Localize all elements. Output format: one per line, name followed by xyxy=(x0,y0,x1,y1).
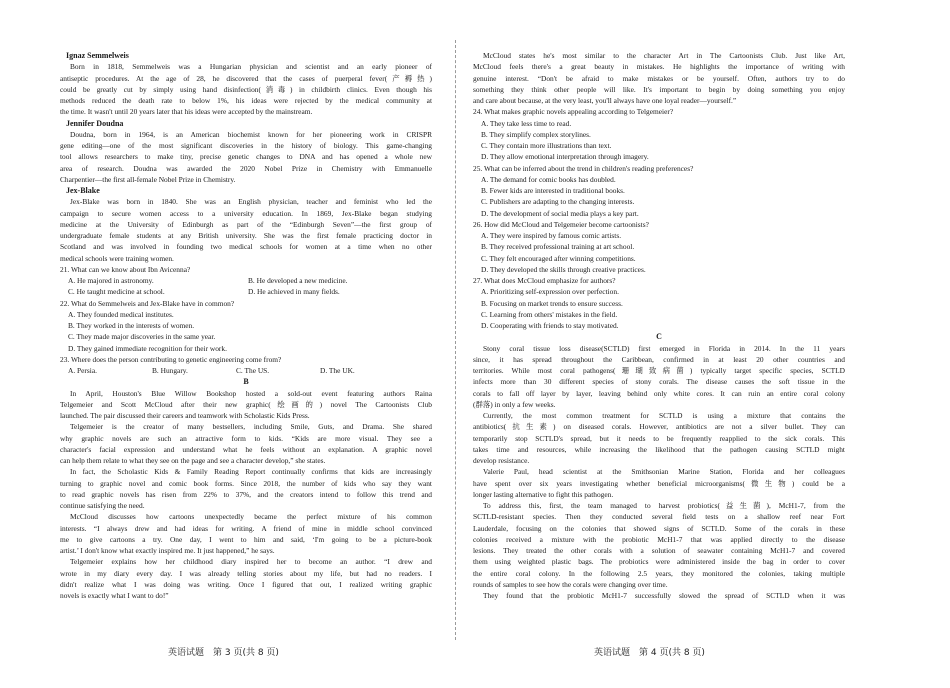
answer-option: C. They contain more illustrations than text. xyxy=(481,141,612,150)
text-line: Telgemeier explains how her childhood diary inspired her to become an author. “I drew and xyxy=(70,557,432,567)
text-line: gene editing—one of the most significant discoveries in the history of biology. This game-changing xyxy=(60,141,432,150)
text-line: rounds of samples to see how the corals were changing over time. xyxy=(473,579,668,589)
text-line: In April, Houston's Blue Willow Bookshop hosted a sold-out event featuring authors Raina xyxy=(70,388,432,398)
question: 27. What does McCloud emphasize for authors? xyxy=(473,276,616,285)
text-line: SCTLD-resistant species. Then they conducted several field tests on a shallow reef near Fort xyxy=(473,512,845,522)
text-line: can help them relate to what they see on the page and see a character develop,” she states. xyxy=(60,456,326,465)
text-line: lesions. They treated the other corals with a solution of seawater containing McH1-7 and covered xyxy=(473,546,845,555)
text-line: Stony coral tissue loss disease(SCTLD) first emerged in Florida in 2014. In the 11 years xyxy=(483,343,845,353)
text-line: Jex-Blake was born in 1840. She was an English physician, teacher and feminist who led the xyxy=(70,197,432,207)
answer-option: B. Fewer kids are interested in traditional books. xyxy=(481,186,625,195)
text-line: antiseptic procedures. At the age of 28, he discovered that the cases of puerperal fever(产褥热) xyxy=(60,73,432,83)
text-line: McCloud states he's most similar to the character Art in The Cartoonists Club. Just like Art, xyxy=(483,51,845,60)
text-line: turning to graphic novel and comic book forms. Since 2018, the number of kids who say they want xyxy=(60,478,432,488)
section-heading: Ignaz Semmelweis xyxy=(66,51,129,60)
text-line: the entire coral colony. In the following 2.5 years, they monitored the colonies, taking multiple xyxy=(473,568,845,578)
text-line: Telgemeier and Scott McCloud after their new graphic(绘画的) novel The Cartoonists Club xyxy=(60,399,432,409)
text-line: medical schools were training women. xyxy=(60,253,174,263)
answer-option: B. They simplify complex storylines. xyxy=(481,129,591,139)
text-line: continue satisfying the need. xyxy=(60,501,145,510)
text-line: artist.’ I don't know what exactly inspired me. It just happened,” he says. xyxy=(60,546,275,555)
column-divider xyxy=(455,40,456,640)
left-column xyxy=(60,50,432,601)
answer-option: A. He majored in astronomy. xyxy=(68,276,154,285)
answer-option: A. They founded medical institutes. xyxy=(68,309,174,319)
text-line: temporarily stop SCTLD's spread, but it needs to be frequently reapplied to the sick corals. This xyxy=(473,433,845,443)
text-line: methods reduced the death rate to below 1%, his ideas were rejected by the medical community at xyxy=(60,96,432,105)
answer-option: B. They received professional training at art school. xyxy=(481,242,635,252)
answer-option: B. He developed a new medicine. xyxy=(248,276,348,285)
answer-option: D. He achieved in many fields. xyxy=(248,287,340,297)
section-heading: Jennifer Doudna xyxy=(66,118,124,128)
page-footer-left: 英语试题 第 3 页(共 8 页) xyxy=(168,648,279,658)
answer-option: D. The UK. xyxy=(320,366,355,375)
option-row xyxy=(60,365,432,376)
answer-option: A. Prioritizing self-expression over perfection. xyxy=(481,287,619,297)
text-line: tool allows researchers to make tiny, precise genetic changes to DNA and has opened a whole new xyxy=(60,152,432,162)
text-line: and care about because, at the very least, you'll always have one loyal reader—yourself.” xyxy=(473,96,737,105)
answer-option: A. Persia. xyxy=(68,366,97,375)
right-column xyxy=(473,50,845,601)
question: 25. What can be inferred about the trend in children's reading preferences? xyxy=(473,163,694,173)
text-line: area of research. Doudna was awarded the 2020 Nobel Prize in Chemistry with Emmanuelle xyxy=(60,163,432,173)
question: 23. Where does the person contributing to genetic engineering come from? xyxy=(60,354,282,364)
text-line: genuine interest. “Don't be afraid to make mistakes or be yourself. Often, authors try to do xyxy=(473,73,845,83)
text-line: have spent over six years investigating whether beneficial microorganisms(微生物) could be a xyxy=(473,478,845,488)
text-line: Scotland and was involved in founding two medical schools for women at a time when no other xyxy=(60,242,432,252)
text-line: me to give cartoons a try. One day, I went to him and said, ‘I'm going to be a picture-book xyxy=(60,534,432,544)
answer-option: D. Cooperating with friends to stay motivated. xyxy=(481,321,619,330)
text-line: medicine at the University of Edinburgh as part of the “Edinburgh Seven”—the first group of xyxy=(60,219,432,229)
text-line: why graphic novels are such an attractive form to kids. “Kids are more visual. They see a xyxy=(60,433,432,443)
text-line: didn't realize what I was doing was writing. Once I figured that out, I realized writing graphic xyxy=(60,579,432,589)
question: 26. How did McCloud and Telgemeier become cartoonists? xyxy=(473,219,649,229)
text-line: They found that the probiotic McH1-7 successfully slowed the spread of SCTLD when it was xyxy=(483,591,845,600)
text-line: Lauderdale, focusing on the colonies that showed signs of SCTLD. Some of the corals in these xyxy=(473,523,845,533)
answer-option: D. They allow emotional interpretation through imagery. xyxy=(481,152,649,162)
text-line: infects more than 30 different species of stony corals. The disease causes the soft tissue in the xyxy=(473,377,845,387)
answer-option: C. He taught medicine at school. xyxy=(68,287,165,297)
text-line: Born in 1818, Semmelweis was a Hungarian physician and scientist and an early pioneer of xyxy=(70,62,432,72)
answer-option: D. They gained immediate recognition for their work. xyxy=(68,343,227,353)
text-line: corals to fall off layer by layer, leaving behind only white cores. It can ruin an entire coral colony xyxy=(473,388,845,398)
question: 22. What do Semmelweis and Jex-Blake have in common? xyxy=(60,298,235,308)
answer-option: C. They felt encouraged after winning competitions. xyxy=(481,253,636,263)
text-line: Charpentier—the first all-female Nobel Prize in Chemistry. xyxy=(60,174,236,184)
text-line: Currently, the most common treatment for SCTLD is using a mixture that contains the xyxy=(483,411,845,420)
text-line: colonies received a mixture with the probiotic McH1-7 that was applied directly to the disease xyxy=(473,534,845,544)
text-line: to read graphic novels has risen from 22% to 37%, and the creators intend to follow this trend and xyxy=(60,489,432,499)
text-line: territories. While most coral pathogens(珊瑚致病菌) typically target specific species, SCTLD xyxy=(473,366,845,375)
answer-option: B. Hungary. xyxy=(152,366,188,375)
text-line: launched. The pair discussed their careers and teamwork with Scholastic Kids Press. xyxy=(60,411,310,420)
answer-option: B. They worked in the interests of women. xyxy=(68,321,195,330)
answer-option: B. Focusing on market trends to ensure success. xyxy=(481,298,623,308)
answer-option: A. They were inspired by famous comic artists. xyxy=(481,231,622,240)
text-line: In fact, the Scholastic Kids & Family Reading Report continually confirms that kids are increasingly xyxy=(70,467,432,477)
text-line: (群落) in only a few weeks. xyxy=(473,399,556,409)
text-line: takes time and resources, while increasing the likelihood that the pathogen causing SCTLD might xyxy=(473,444,845,454)
text-line: Doudna, born in 1964, is an American biochemist known for her pioneering work in CRISPR xyxy=(70,129,432,139)
option-row xyxy=(60,275,432,286)
text-line: character's facial expression and understand what he feels without an explanation. A graphic novel xyxy=(60,444,432,454)
answer-option: C. Publishers are adapting to the changing interests. xyxy=(481,197,635,207)
answer-option: A. The demand for comic books has doubled. xyxy=(481,174,616,184)
section-heading: Jex-Blake xyxy=(66,186,100,195)
answer-option: D. The development of social media plays a key part. xyxy=(481,208,639,218)
text-line: interests. “I always drew and had ideas for writing. A friend of mine in middle school convinced xyxy=(60,523,432,533)
question: 24. What makes graphic novels appealing according to Telgemeier? xyxy=(473,107,674,117)
text-line: campaign to secure women access to a university education. In 1869, Jex-Blake began studying xyxy=(60,208,432,218)
passage-label: B xyxy=(243,377,249,387)
text-line: the time. It wasn't until 20 years later that his ideas were accepted by the mainstream. xyxy=(60,107,313,117)
text-line: longer lasting alternative to fight this pathogen. xyxy=(473,489,614,499)
answer-option: C. The US. xyxy=(236,366,270,375)
question: 21. What can we know about Ibn Avicenna? xyxy=(60,264,191,274)
text-line: them using weighted plastic bags. The probiotics were administered inside the bag in order to cover xyxy=(473,557,845,567)
text-line: antibiotics(抗生素) on diseased corals. However, antibiotics are not a silver bullet. They can xyxy=(473,422,845,432)
text-line: undergraduate female students at any British university. She was the first female practicing doctor in xyxy=(60,231,432,240)
text-line: McCloud discusses how cartoons unexpectedly became the perfect mixture of his common xyxy=(70,512,432,522)
text-line: develop resistance. xyxy=(473,456,530,465)
text-line: could be greatly cut by simply using hand disinfection(消毒) in childbirth clinics. Even though his xyxy=(60,84,432,94)
text-line: Valerie Paul, head scientist at the Smithsonian Marine Station, Florida and her colleagues xyxy=(483,467,845,477)
answer-option: D. They developed the skills through creative practices. xyxy=(481,264,646,274)
text-line: McCloud feels there's a great beauty in mistakes. He highlights the importance of writing with xyxy=(473,62,845,72)
text-line: since, it has spread throughout the Caribbean, confirmed in at least 20 other countries and xyxy=(473,354,845,364)
answer-option: C. Learning from others' mistakes in the field. xyxy=(481,309,618,319)
passage-label: C xyxy=(656,332,662,342)
text-line: Telgemeier is the creator of many bestsellers, including Smile, Guts, and Drama. She shared xyxy=(70,422,432,432)
option-row xyxy=(60,286,432,297)
answer-option: A. They take less time to read. xyxy=(481,118,572,128)
text-line: wrote in my diary every day. I was already telling stories about my life, but had no readers. I xyxy=(60,568,432,578)
answer-option: C. They made major discoveries in the same year. xyxy=(68,332,216,342)
text-line: novels is exactly what I want to do!” xyxy=(60,591,169,600)
text-line: To address this, first, the team managed to harvest probiotics(益生菌), McH1-7, from the xyxy=(483,501,845,510)
text-line: something they think other people will like. It's important to begin by doing something you enjoy xyxy=(473,84,845,94)
page-footer-right: 英语试题 第 4 页(共 8 页) xyxy=(594,648,705,658)
